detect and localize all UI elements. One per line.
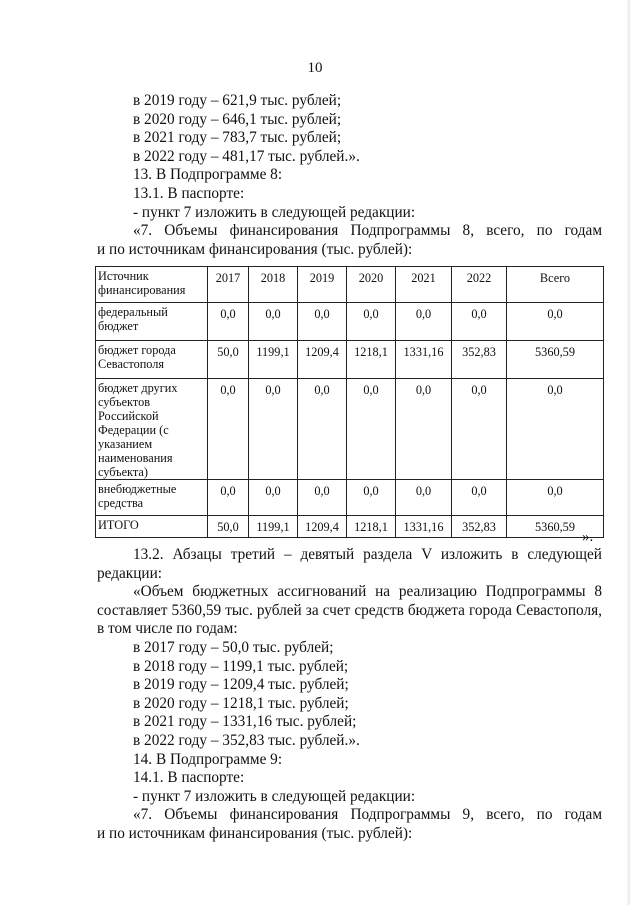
intro-line: в 2020 году – 646,1 тыс. рублей; xyxy=(133,110,342,128)
paragraph-line: редакции: xyxy=(97,564,163,582)
table-cell: 0,0 xyxy=(208,379,249,480)
table-cell: 0,0 xyxy=(507,303,604,341)
table-cell: 0,0 xyxy=(347,303,396,341)
table-cell: 0,0 xyxy=(452,379,507,480)
paragraph-line: в том числе по годам: xyxy=(97,620,238,638)
table-cell: 50,0 xyxy=(208,516,249,538)
year-line: в 2022 году – 352,83 тыс. рублей.». xyxy=(133,731,360,749)
column-header: 2019 xyxy=(298,267,347,303)
table-cell: 0,0 xyxy=(452,480,507,516)
table-cell: 1209,4 xyxy=(298,516,347,538)
table-cell: 0,0 xyxy=(249,303,298,341)
year-line: в 2018 году – 1199,1 тыс. рублей; xyxy=(133,657,349,675)
intro-line: в 2021 году – 783,7 тыс. рублей; xyxy=(133,129,342,147)
table-cell: 0,0 xyxy=(396,379,452,480)
table-cell: 0,0 xyxy=(396,303,452,341)
column-header: 2020 xyxy=(347,267,396,303)
table-cell: 5360,59 xyxy=(507,516,604,538)
page-number: 10 xyxy=(307,60,323,76)
column-header: 2017 xyxy=(208,267,249,303)
table-row-total xyxy=(96,516,604,538)
table-cell: 0,0 xyxy=(347,480,396,516)
table-cell: 0,0 xyxy=(298,379,347,480)
table-row xyxy=(96,341,604,379)
year-line: в 2019 году – 1209,4 тыс. рублей; xyxy=(133,676,349,694)
table-cell: 352,83 xyxy=(452,341,507,379)
intro-line: 13.1. В паспорте: xyxy=(133,184,245,202)
table-cell: 5360,59 xyxy=(507,341,604,379)
column-header: 2022 xyxy=(452,267,507,303)
row-label: федеральный бюджет xyxy=(96,303,208,341)
table-cell: 0,0 xyxy=(507,379,604,480)
table-cell: 1199,1 xyxy=(249,341,298,379)
table-cell: 0,0 xyxy=(298,303,347,341)
table-cell: 0,0 xyxy=(249,379,298,480)
paragraph-line: составляет 5360,59 тыс. рублей за счет средств бюджета города Севастополя, xyxy=(97,601,602,619)
table-cell: 0,0 xyxy=(452,303,507,341)
intro-line: 13. В Подпрограмме 8: xyxy=(133,166,283,184)
year-line: в 2021 году – 1331,16 тыс. рублей; xyxy=(133,713,357,731)
paragraph-line: 13.2. Абзацы третий – девятый раздела V изложить в следующей xyxy=(133,546,602,563)
table-cell: 0,0 xyxy=(347,379,396,480)
text-block-bottom xyxy=(97,546,602,844)
column-header: Источник финансирования xyxy=(96,267,208,303)
table-cell: 0,0 xyxy=(208,303,249,341)
table-header-row xyxy=(96,267,604,303)
intro-line: в 2019 году – 621,9 тыс. рублей; xyxy=(133,92,342,109)
year-line: в 2017 году – 50,0 тыс. рублей; xyxy=(133,638,334,656)
table-cell: 1199,1 xyxy=(249,516,298,538)
table-cell: 0,0 xyxy=(507,480,604,516)
table-cell: 0,0 xyxy=(208,480,249,516)
column-header: Всего xyxy=(507,267,604,303)
table-cell: 1209,4 xyxy=(298,341,347,379)
row-label: ИТОГО xyxy=(96,516,208,538)
page-edge-shadow xyxy=(626,0,630,905)
paragraph-line: и по источникам финансирования (тыс. рублей): xyxy=(97,240,413,258)
intro-line: - пункт 7 изложить в следующей редакции: xyxy=(133,203,416,221)
table-closing-quote: ». xyxy=(582,529,594,545)
row-label: бюджет других субъектов Российской Федерации (с указанием наименования субъекта) xyxy=(96,379,208,480)
table-cell: 352,83 xyxy=(452,516,507,538)
table-cell: 50,0 xyxy=(208,341,249,379)
year-line: 14. В Подпрограмме 9: xyxy=(133,750,283,768)
column-header: 2021 xyxy=(396,267,452,303)
paragraph-line: «Объем бюджетных ассигнований на реализацию Подпрограммы 8 xyxy=(133,583,602,601)
table-cell: 1218,1 xyxy=(347,341,396,379)
financing-table xyxy=(95,266,604,538)
table-cell: 0,0 xyxy=(249,480,298,516)
table-row xyxy=(96,379,604,480)
table-cell: 0,0 xyxy=(396,480,452,516)
paragraph-line: «7. Объемы финансирования Подпрограммы 8, всего, по годам xyxy=(133,222,602,240)
table-cell: 1218,1 xyxy=(347,516,396,538)
text-block-top xyxy=(97,92,602,259)
row-label: бюджет города Севастополя xyxy=(96,341,208,379)
column-header: 2018 xyxy=(249,267,298,303)
table-cell: 0,0 xyxy=(298,480,347,516)
table-row xyxy=(96,303,604,341)
paragraph-line: «7. Объемы финансирования Подпрограммы 9, всего, по годам xyxy=(133,806,602,824)
table-cell: 1331,16 xyxy=(396,341,452,379)
year-line: 14.1. В паспорте: xyxy=(133,769,245,787)
table-row xyxy=(96,480,604,516)
paragraph-line: и по источникам финансирования (тыс. рублей): xyxy=(97,824,413,842)
year-line: в 2020 году – 1218,1 тыс. рублей; xyxy=(133,694,349,712)
table-cell: 1331,16 xyxy=(396,516,452,538)
intro-line: в 2022 году – 481,17 тыс. рублей.». xyxy=(133,147,360,165)
row-label: внебюджетные средства xyxy=(96,480,208,516)
year-line: - пункт 7 изложить в следующей редакции: xyxy=(133,787,416,805)
